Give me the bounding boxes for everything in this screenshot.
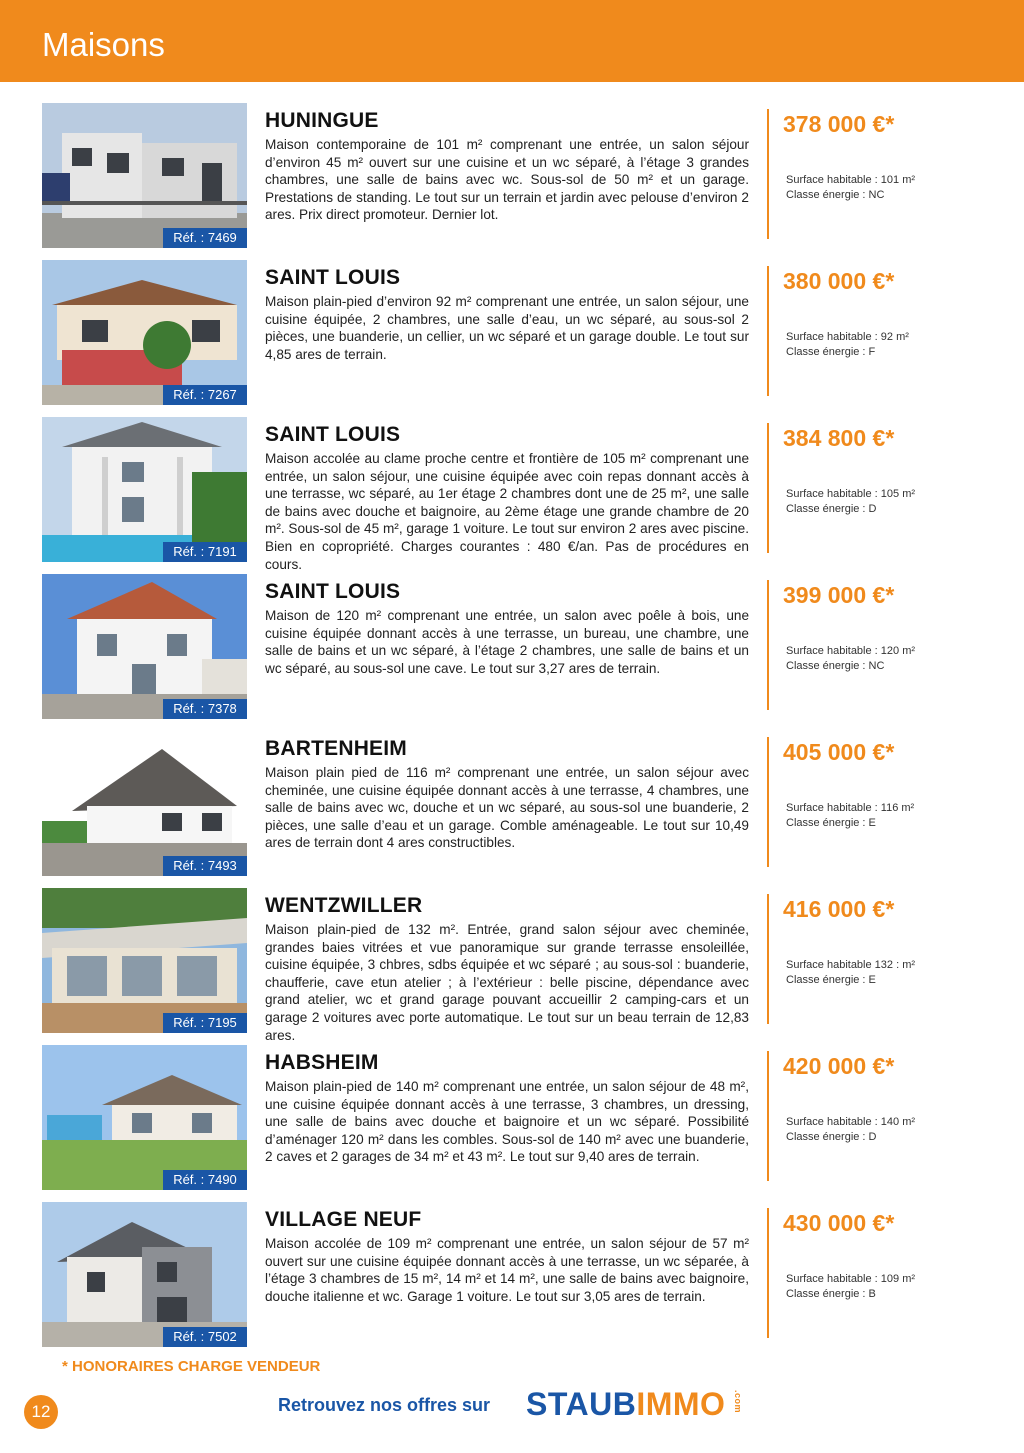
energy-class: Classe énergie : D bbox=[786, 1131, 877, 1143]
listing-details bbox=[786, 1115, 915, 1145]
listing-price: 399 000 €* bbox=[783, 582, 895, 608]
listing-description: Maison plain-pied de 132 m². Entrée, grand salon séjour avec cheminée, grandes baies vitrées et vue panoramique sur grande terrasse ensoleillée, cuisine équipée, 3 chbres, sdbs équipée et wc séparé ; au sous-sol : buanderie, chaufferie, cave etun atelier ; à l’extérieur : belle piscine, dépendance avec grand atelier, wc et grand garage pouvant accueillir 2 camping-cars et un garage 2 voitures avec porte automatique. Le tout sur un beau terrain de 12,83 ares. bbox=[265, 922, 749, 1043]
listing-card[interactable] bbox=[0, 1045, 1024, 1195]
website-tagline: Retrouvez nos offres sur bbox=[278, 1395, 491, 1415]
listing-details bbox=[786, 330, 909, 360]
listing-price: 430 000 €* bbox=[783, 1210, 895, 1236]
listing-card[interactable] bbox=[0, 574, 1024, 724]
listing-photo[interactable] bbox=[42, 1202, 247, 1347]
listing-card[interactable] bbox=[0, 260, 1024, 410]
listing-city: SAINT LOUIS bbox=[265, 266, 401, 289]
logo-text-suffix: .com bbox=[733, 1390, 743, 1414]
listing-price: 405 000 €* bbox=[783, 739, 895, 765]
listing-card[interactable] bbox=[0, 731, 1024, 881]
energy-class: Classe énergie : E bbox=[786, 974, 876, 986]
surface-area: Surface habitable : 92 m² bbox=[786, 331, 909, 343]
listing-description: Maison plain-pied d’environ 92 m² comprenant une entrée, un salon séjour, une cuisine équipée, 2 chambres, une salle d’eau, un wc séparé, au sous-sol 2 pièces, une buanderie, un cellier, un wc séparé et un garage double. Le tout sur 4,85 ares de terrain. bbox=[265, 294, 749, 362]
surface-area: Surface habitable : 101 m² bbox=[786, 174, 916, 186]
reference-badge: Réf. : 7502 bbox=[163, 1327, 247, 1347]
logo-text-accent: IMMO bbox=[636, 1386, 726, 1422]
surface-area: Surface habitable : 116 m² bbox=[786, 802, 915, 814]
reference-badge: Réf. : 7490 bbox=[163, 1170, 247, 1190]
energy-class: Classe énergie : F bbox=[786, 346, 876, 358]
reference-badge: Réf. : 7469 bbox=[163, 228, 247, 248]
listing-details bbox=[786, 173, 915, 203]
price-divider bbox=[767, 1051, 769, 1181]
energy-class: Classe énergie : D bbox=[786, 503, 877, 515]
price-divider bbox=[767, 266, 769, 396]
house-photo-image bbox=[42, 417, 247, 562]
listing-photo[interactable] bbox=[42, 260, 247, 405]
price-divider bbox=[767, 109, 769, 239]
listing-card[interactable] bbox=[0, 417, 1024, 572]
listing-description: Maison accolée au clame proche centre et frontière de 105 m² comprenant une entrée, un salon séjour, une cuisine équipée avec coin repas donnant accès à une terrasse, wc séparé, au 1er étage 2 chambres dont une de 25 m², une salle de bains avec douche et baignoire, au 2ème étage une grande chambre de 20 m². Sous-sol de 45 m², garage 1 voiture. Le tout sur environ 2 ares avec piscine. Bien en copropriété. Charges courantes : 480 €/an. Pas de procédures en cours. bbox=[265, 451, 749, 572]
listing-city: SAINT LOUIS bbox=[265, 423, 401, 446]
listing-price: 384 800 €* bbox=[783, 425, 895, 451]
logo-text-main: STAUB bbox=[526, 1386, 637, 1422]
house-photo-image bbox=[42, 1045, 247, 1190]
surface-area: Surface habitable 132 : m² bbox=[786, 959, 916, 971]
listing-city: BARTENHEIM bbox=[265, 737, 407, 760]
listing-description: Maison contemporaine de 101 m² comprenant une entrée, un salon séjour d’environ 45 m² ouvert sur une cuisine et un wc séparé, à l’étage 3 grandes chambres, une salle de bains avec wc. Sous-sol de 50 m² et un garage. Prestations de standing. Le tout sur un terrain et jardin avec pelouse d’environ 2 ares. Prix direct promoteur. Dernier lot. bbox=[265, 137, 749, 223]
surface-area: Surface habitable : 109 m² bbox=[786, 1273, 916, 1285]
listing-details bbox=[786, 1272, 915, 1302]
listing-card[interactable] bbox=[0, 103, 1024, 253]
energy-class: Classe énergie : B bbox=[786, 1288, 876, 1300]
listing-photo[interactable] bbox=[42, 103, 247, 248]
listing-city: SAINT LOUIS bbox=[265, 580, 401, 603]
listing-card[interactable] bbox=[0, 1202, 1024, 1352]
listing-photo[interactable] bbox=[42, 1045, 247, 1190]
house-photo-image bbox=[42, 260, 247, 405]
listing-description: Maison plain-pied de 140 m² comprenant une entrée, un salon séjour de 48 m², une cuisine équipée donnant accès à une terrasse, 3 chambres, un dressing, une salle de bains avec douche et baignoire et un wc séparé. Possibilité d’aménager 120 m² dans les combles. Sous-sol de 140 m² avec une buanderie, 2 caves et 2 garages de 34 m² et 43 m². Le tout sur 9,40 ares de terrain. bbox=[265, 1079, 749, 1165]
listing-description: Maison plain pied de 116 m² comprenant une entrée, un salon séjour avec cheminée, une cuisine équipée donnant accès à une terrasse, 4 chambres, une salle de bains avec wc, douche et un wc séparé, au sous-sol une buanderie, 2 pièces, une salle d’eau et un garage. Comble aménageable. Le tout sur 10,49 ares de terrain dont 4 ares constructibles. bbox=[265, 765, 749, 851]
page-title: Maisons bbox=[42, 26, 165, 63]
listing-photo[interactable] bbox=[42, 417, 247, 562]
listing-price: 416 000 €* bbox=[783, 896, 895, 922]
listing-photo[interactable] bbox=[42, 731, 247, 876]
listing-price: 380 000 €* bbox=[783, 268, 895, 294]
fees-footnote: * HONORAIRES CHARGE VENDEUR bbox=[62, 1358, 321, 1375]
listing-card[interactable] bbox=[0, 888, 1024, 1043]
price-divider bbox=[767, 894, 769, 1024]
energy-class: Classe énergie : NC bbox=[786, 189, 885, 201]
listing-photo[interactable] bbox=[42, 888, 247, 1033]
house-photo-image bbox=[42, 574, 247, 719]
price-divider bbox=[767, 423, 769, 553]
price-divider bbox=[767, 580, 769, 710]
reference-badge: Réf. : 7195 bbox=[163, 1013, 247, 1033]
listing-details bbox=[786, 801, 914, 831]
listing-photo[interactable] bbox=[42, 574, 247, 719]
staubimmo-logo[interactable] bbox=[526, 1386, 743, 1423]
listing-city: WENTZWILLER bbox=[265, 894, 423, 917]
surface-area: Surface habitable : 105 m² bbox=[786, 488, 916, 500]
house-photo-image bbox=[42, 888, 247, 1033]
energy-class: Classe énergie : E bbox=[786, 817, 876, 829]
price-divider bbox=[767, 1208, 769, 1338]
listing-city: HUNINGUE bbox=[265, 109, 379, 132]
listing-price: 378 000 €* bbox=[783, 111, 895, 137]
house-photo-image bbox=[42, 103, 247, 248]
listing-description: Maison de 120 m² comprenant une entrée, un salon avec poêle à bois, une cuisine équipée donnant accès à une terrasse, un bureau, une chambre, une salle de bains et un wc séparé, à l’étage 2 chambres, une salle de bains et un wc séparé, au sous-sol une cave. Le tout sur 3,27 ares de terrain. bbox=[265, 608, 749, 676]
listing-city: HABSHEIM bbox=[265, 1051, 379, 1074]
listing-price: 420 000 €* bbox=[783, 1053, 895, 1079]
page-number: 12 bbox=[24, 1395, 58, 1429]
reference-badge: Réf. : 7378 bbox=[163, 699, 247, 719]
energy-class: Classe énergie : NC bbox=[786, 660, 885, 672]
house-photo-image bbox=[42, 1202, 247, 1347]
reference-badge: Réf. : 7267 bbox=[163, 385, 247, 405]
price-divider bbox=[767, 737, 769, 867]
reference-badge: Réf. : 7191 bbox=[163, 542, 247, 562]
listing-details bbox=[786, 487, 915, 517]
listing-details bbox=[786, 958, 915, 988]
listing-description: Maison accolée de 109 m² comprenant une entrée, un salon séjour de 57 m² ouvert sur une cuisine équipée donnant accès à une terrasse, un wc séparée, à l’étage 3 chambres de 15 m², 14 m² et 14 m², une salle de bains avec baignoire, douche italienne et wc. Garage 1 voiture. Le tout sur 3,05 ares de terrain. bbox=[265, 1236, 749, 1304]
listing-details bbox=[786, 644, 915, 674]
surface-area: Surface habitable : 120 m² bbox=[786, 645, 916, 657]
page-header bbox=[0, 0, 1024, 82]
listing-city: VILLAGE NEUF bbox=[265, 1208, 422, 1231]
house-photo-image bbox=[42, 731, 247, 876]
surface-area: Surface habitable : 140 m² bbox=[786, 1116, 916, 1128]
reference-badge: Réf. : 7493 bbox=[163, 856, 247, 876]
